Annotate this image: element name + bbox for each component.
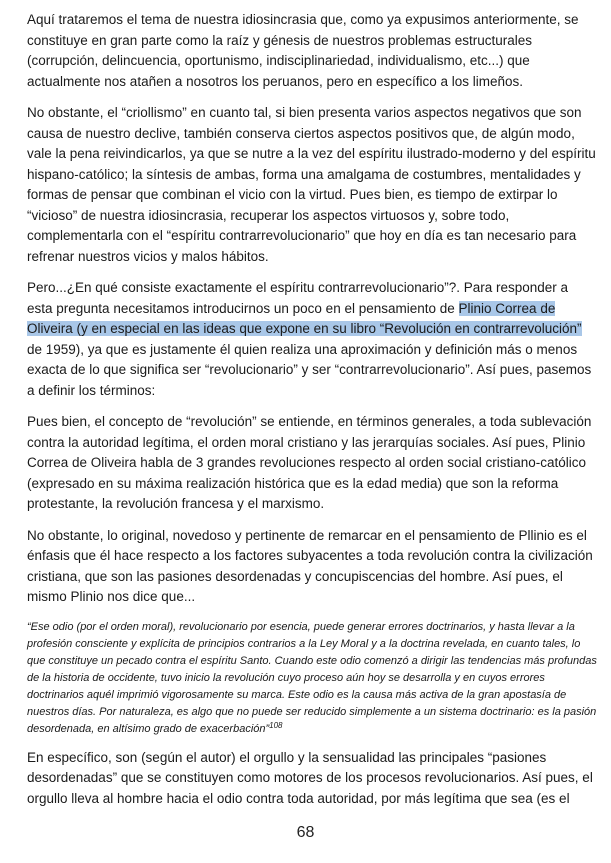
paragraph-idiosincrasia: Aquí trataremos el tema de nuestra idiosincrasia que, como ya expusimos anteriormente, se constituye en gran parte como la raíz y génesis de nuestros problemas estructurales (corrupción, delincuencia, oportunismo, indisciplinariedad, individualismo, etc...) que actualmente nos atañen a nosotros los peruanos, pero en específico a los limeños. [27,12,579,89]
paragraph-text-after: de 1959), ya que es justamente él quien realiza una aproximación y definición más o menos exacta de lo que significa ser “revolucionario” y ser “contrarrevolucionario”. Así pues, pasemos a definir los términos: [27,341,592,398]
page-number: 68 [296,824,315,841]
highlighted-text: Plinio Correa de Oliveira (y en especial en las ideas que expone en su libro “Revolución en contrarrevolución” [27,300,582,336]
footnote-marker: 108 [269,720,283,730]
paragraph-pasiones: No obstante, lo original, novedoso y pertinente de remarcar en el pensamiento de Pllinio es el énfasis que él hace respecto a los factores subyacentes a toda revolución contra la civilización cristiana, que son las pasiones desordenadas y concupiscencias del hombre. Así pues, el mismo Plinio nos dice que... [27,527,593,604]
paragraph-text-before: Pero...¿En qué consiste exactamente el espíritu contrarrevolucionario”?. Para responder a esta pregunta necesitamos introducirnos un poco en el pensamiento de [27,280,569,316]
document-page [27,10,597,820]
paragraph-orgullo: En específico, son (según el autor) el orgullo y la sensualidad las principales “pasiones desordenadas” que se constituyen como motores de los procesos revolucionarios. Así pues, el orgullo lleva al hombre hacia el odio contra toda autoridad, por más legítima que sea (es el [27,749,593,806]
quote-text: “Ese odio (por el orden moral), revolucionario por esencia, puede generar errores doctrinarios, y hasta llevar a la profesión consciente y explícita de principios contrarios a la Ley Moral y a la doctrina revelada, en cuanto tales, lo que constituye un pecado contra el espíritu Santo. Cuando este odio comenzó a dirigir las tendencias más profundas de la historia de occidente, tuvo inicio la revolución cuyo proceso aún hoy se desarrolla y en cuyos errores doctrinarios aquél imprimió vigorosamente su marca. Este odio es la causa más activa de la gran apostasía de nuestros días. Por naturaleza, es algo que no puede ser reducido simplemente a un sistema doctrinario: es la pasión desordenada, en altísimo grado de exacerbación” [27,620,597,735]
paragraph-revolucion: Pues bien, el concepto de “revolución” se entiende, en términos generales, a toda sublevación contra la autoridad legítima, el orden moral cristiano y las jerarquías sociales. Así pues, Plinio Correa de Oliveira habla de 3 grandes revoluciones respecto al orden social cristiano-católico (expresado en su máxima realización histórica que es la edad media) que son la reforma protestante, la revolución francesa y el marxismo. [27,414,592,511]
paragraph-contrarrevolucionario [27,278,597,401]
block-quote [27,619,597,738]
paragraph-criollismo: No obstante, el “criollismo” en cuanto tal, si bien presenta varios aspectos negativos que son causa de nuestro declive, también conserva ciertos aspectos positivos que, de algún modo, vale la pena reivindicarlos, ya que se nutre a la vez del espíritu ilustrado-moderno y del espíritu hispano-católico; la síntesis de ambas, forma una amalgama de costumbres, mentalidades y formas de pensar que combinan el vicio con la virtud. Pues bien, es tiempo de extirpar lo “vicioso” de nuestra idiosincrasia, recuperar los aspectos virtuosos y, sobre todo, complementarla con el “espíritu contrarrevolucionario” que hoy en día es tan necesario para refrenar nuestros vicios y malos hábitos. [27,105,596,264]
